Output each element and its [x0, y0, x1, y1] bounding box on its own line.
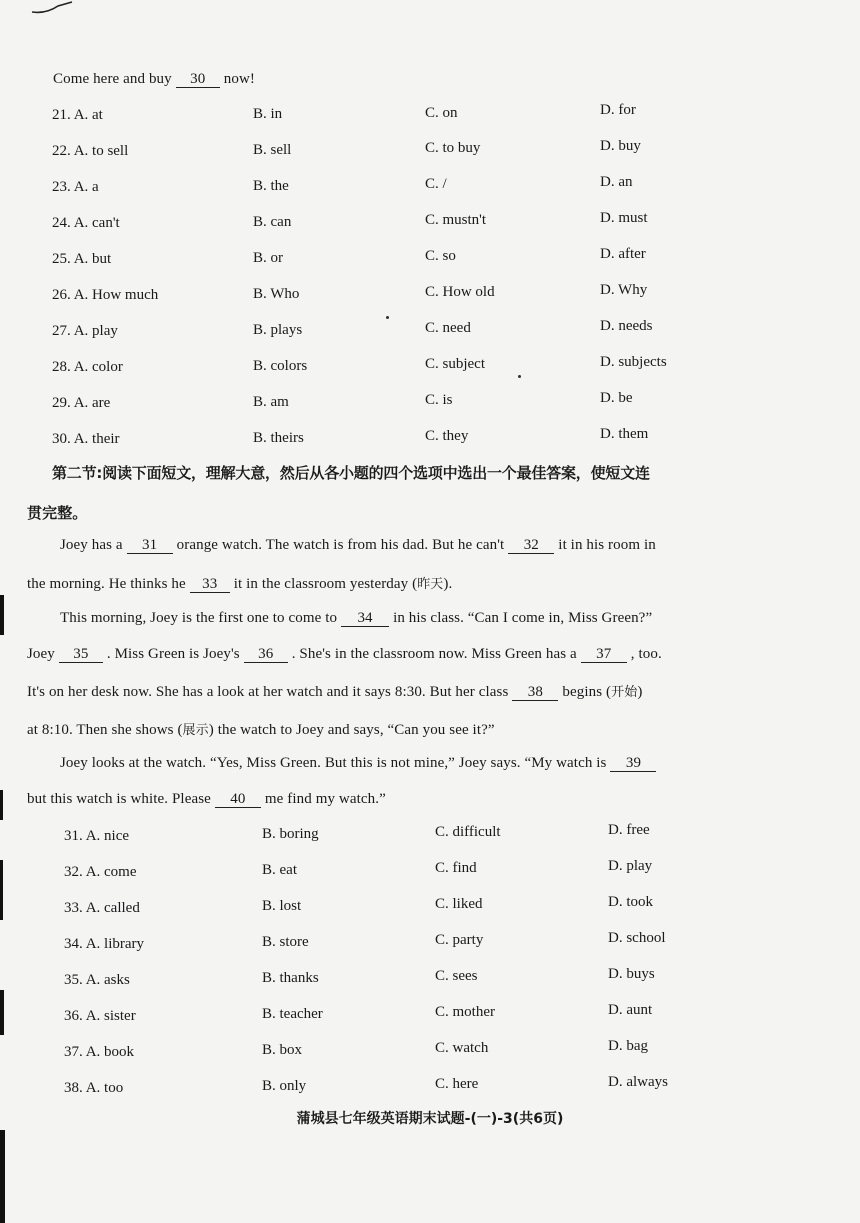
option-c: C. subject: [425, 356, 485, 372]
option-d: D. subjects: [600, 354, 667, 370]
option-d: D. aunt: [608, 1002, 653, 1018]
text: 26.: [52, 287, 71, 303]
option-b: B. only: [262, 1078, 307, 1094]
option-b: B. box: [262, 1042, 303, 1058]
text: it in the classroom yesterday (: [233, 576, 418, 592]
option-a: [52, 359, 123, 376]
option-a: [52, 323, 118, 340]
text: A. at: [73, 107, 103, 123]
text: A. How much: [73, 287, 159, 303]
option-b: B. thanks: [262, 970, 319, 986]
text: 25.: [52, 251, 71, 267]
option-b: B. boring: [262, 826, 319, 842]
option-a: [64, 864, 137, 881]
text: ).: [443, 576, 453, 592]
option-c: C. find: [435, 860, 477, 876]
text: 27.: [52, 323, 71, 339]
option-b: B. the: [253, 178, 289, 194]
corner-scratch-mark: [28, 0, 78, 16]
text: A. book: [85, 1044, 135, 1060]
text: A. nice: [85, 828, 130, 844]
text: 23.: [52, 179, 71, 195]
option-d: D. after: [600, 246, 646, 262]
option-d: D. needs: [600, 318, 653, 334]
option-c: C. watch: [435, 1040, 489, 1056]
text: but this watch is white. Please: [27, 791, 211, 807]
scan-edge-mark: [0, 595, 4, 635]
option-a: [64, 900, 140, 917]
option-c: C. so: [425, 248, 456, 264]
blank-35: 35: [59, 646, 103, 663]
option-a: [52, 215, 120, 232]
text: 21.: [52, 107, 71, 123]
top-line: [53, 71, 255, 88]
text: A. sister: [85, 1008, 136, 1024]
option-c: C. sees: [435, 968, 478, 984]
option-c: C. here: [435, 1076, 479, 1092]
option-b: B. plays: [253, 322, 303, 338]
text: A. color: [73, 359, 123, 375]
option-a: [64, 1008, 136, 1025]
text: A. their: [73, 431, 120, 447]
blank-40: 40: [215, 791, 261, 808]
text: Joey has a: [60, 537, 123, 553]
blank-32: 32: [508, 537, 554, 554]
option-d: D. bag: [608, 1038, 648, 1054]
option-d: D. for: [600, 102, 636, 118]
option-d: D. always: [608, 1074, 668, 1090]
option-b: B. store: [262, 934, 309, 950]
blank-39: 39: [610, 755, 656, 772]
text: 33.: [64, 900, 83, 916]
text: [32, 2, 72, 12]
text: A. come: [85, 864, 137, 880]
option-d: D. free: [608, 822, 650, 838]
text: ) the watch to Joey and says, “Can you see it?”: [208, 722, 495, 738]
option-c: C. /: [425, 176, 447, 192]
option-a: [64, 972, 130, 989]
text: Come here and buy: [53, 71, 172, 87]
text: 36.: [64, 1008, 83, 1024]
text: It's on her desk now. She has a look at her watch and it says 8:30. But her class: [27, 684, 509, 700]
text: . Miss Green is Joey's: [106, 646, 240, 662]
option-c: C. mustn't: [425, 212, 487, 228]
option-a: [64, 1044, 134, 1061]
option-d: D. play: [608, 858, 653, 874]
text: A. library: [85, 936, 145, 952]
text: at 8:10. Then she shows (: [27, 722, 183, 738]
blank-34: 34: [341, 610, 389, 627]
option-b: B. teacher: [262, 1006, 323, 1022]
option-b: B. theirs: [253, 430, 304, 446]
passage-line: [27, 791, 386, 808]
passage-line: [27, 573, 452, 593]
text: 32.: [64, 864, 83, 880]
text: 31.: [64, 828, 83, 844]
option-b: B. can: [253, 214, 292, 230]
passage-line: [60, 755, 660, 772]
option-d: D. an: [600, 174, 633, 190]
text: the morning. He thinks he: [27, 576, 186, 592]
text: 34.: [64, 936, 83, 952]
option-a: [64, 828, 129, 845]
text: 38.: [64, 1080, 83, 1096]
option-d: D. buy: [600, 138, 641, 154]
option-a: [52, 143, 128, 160]
option-a: [52, 287, 158, 304]
blank-38: 38: [512, 684, 558, 701]
option-c: C. need: [425, 320, 471, 336]
text: me find my watch.”: [264, 791, 386, 807]
option-b: B. eat: [262, 862, 297, 878]
option-d: D. them: [600, 426, 649, 442]
text: 昨天: [417, 577, 444, 592]
text: Joey looks at the watch. “Yes, Miss Green. But this is not mine,” Joey says. “My watch is: [60, 755, 607, 771]
option-b: B. sell: [253, 142, 292, 158]
section2-heading: 第二节:阅读下面短文，理解大意，然后从各小题的四个选项中选出一个最佳答案，使短文连: [52, 464, 650, 482]
option-a: [52, 179, 99, 196]
option-c: C. How old: [425, 284, 495, 300]
option-b: B. colors: [253, 358, 308, 374]
option-d: D. be: [600, 390, 633, 406]
scan-edge-mark: [0, 990, 4, 1035]
option-a: [52, 251, 111, 268]
option-c: C. difficult: [435, 824, 501, 840]
speck: [386, 316, 389, 319]
blank-37: 37: [581, 646, 627, 663]
text: now!: [223, 71, 255, 87]
blank-36: 36: [244, 646, 288, 663]
text: ): [637, 684, 643, 700]
text: A. asks: [85, 972, 130, 988]
option-a: [52, 431, 120, 448]
option-a: [64, 936, 144, 953]
passage-line: [27, 681, 642, 701]
speck: [518, 375, 521, 378]
option-b: B. am: [253, 394, 289, 410]
text: 28.: [52, 359, 71, 375]
blank-30: 30: [176, 71, 220, 88]
passage-line: [27, 719, 495, 739]
text: , too.: [630, 646, 662, 662]
option-b: B. lost: [262, 898, 302, 914]
option-c: C. liked: [435, 896, 483, 912]
text: 开始: [611, 685, 638, 700]
page-footer: 蒲城县七年级英语期末试题-(一)-3(共6页): [296, 1111, 564, 1127]
text: A. are: [73, 395, 111, 411]
text: 展示: [182, 723, 209, 738]
text: A. but: [73, 251, 112, 267]
text: This morning, Joey is the first one to come to: [60, 610, 338, 626]
text: 29.: [52, 395, 71, 411]
text: A. can't: [73, 215, 120, 231]
option-c: C. party: [435, 932, 484, 948]
text: . She's in the classroom now. Miss Green has a: [291, 646, 577, 662]
option-b: B. Who: [253, 286, 300, 302]
option-a: [52, 395, 110, 412]
text: A. play: [73, 323, 118, 339]
text: in his class. “Can I come in, Miss Green?”: [393, 610, 653, 626]
option-d: D. school: [608, 930, 666, 946]
text: orange watch. The watch is from his dad. But he can't: [176, 537, 505, 553]
option-d: D. must: [600, 210, 648, 226]
text: 30.: [52, 431, 71, 447]
text: 24.: [52, 215, 71, 231]
text: A. to sell: [73, 143, 129, 159]
option-c: C. they: [425, 428, 469, 444]
option-d: D. took: [608, 894, 653, 910]
passage-line: [60, 537, 656, 554]
option-a: [64, 1080, 123, 1097]
option-b: B. or: [253, 250, 283, 266]
text: 37.: [64, 1044, 83, 1060]
option-b: B. in: [253, 106, 283, 122]
text: 22.: [52, 143, 71, 159]
passage-line: [60, 610, 652, 627]
section2-heading-cont: 贯完整。: [27, 504, 88, 522]
scan-edge-mark: [0, 790, 3, 820]
option-c: C. on: [425, 105, 458, 121]
option-a: [52, 107, 103, 124]
text: A. a: [73, 179, 99, 195]
option-c: C. mother: [435, 1004, 495, 1020]
option-c: C. to buy: [425, 140, 481, 156]
text: it in his room in: [558, 537, 656, 553]
text: A. too: [85, 1080, 124, 1096]
blank-31: 31: [127, 537, 173, 554]
scan-edge-mark: [0, 1130, 5, 1223]
option-c: C. is: [425, 392, 453, 408]
scan-edge-mark: [0, 860, 3, 920]
blank-33: 33: [190, 576, 230, 593]
text: begins (: [562, 684, 612, 700]
text: Joey: [27, 646, 55, 662]
option-d: D. buys: [608, 966, 655, 982]
option-d: D. Why: [600, 282, 648, 298]
text: 35.: [64, 972, 83, 988]
passage-line: [27, 646, 662, 663]
text: A. called: [85, 900, 140, 916]
